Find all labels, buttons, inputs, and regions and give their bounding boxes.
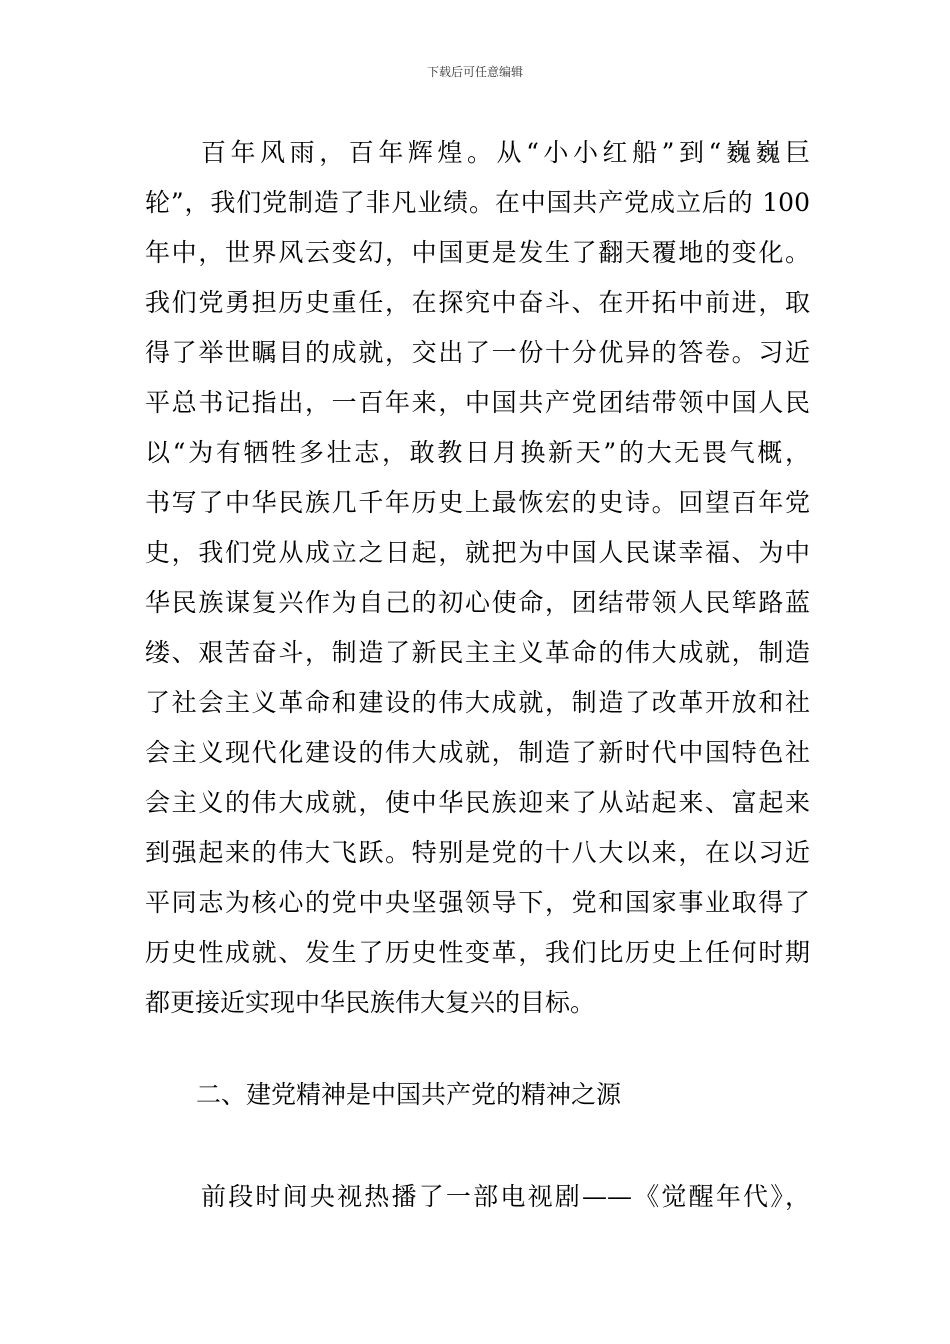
paragraph-line: 轮”，我们党制造了非凡业绩。在中国共产党成立后的 100 (145, 188, 810, 217)
header-note: 下载后可任意编辑 (426, 65, 523, 79)
paragraph-line: 百年风雨，百年辉煌。从“小小红船”到“巍巍巨 (201, 138, 810, 167)
paragraph-line: 会主义现代化建设的伟大成就，制造了新时代中国特色社 (145, 738, 810, 767)
paragraph-line: 年中，世界风云变幻，中国更是发生了翻天覆地的变化。 (145, 238, 810, 267)
paragraph-line: 我们党勇担历史重任，在探究中奋斗、在开拓中前进，取 (145, 288, 810, 317)
paragraph-line: 都更接近实现中华民族伟大复兴的目标。 (145, 988, 596, 1017)
paragraph-line: 书写了中华民族几千年历史上最恢宏的史诗。回望百年党 (145, 488, 810, 517)
paragraph-line: 平总书记指出，一百年来，中国共产党团结带领中国人民 (145, 388, 810, 417)
paragraph-line: 缕、艰苦奋斗，制造了新民主主义革命的伟大成就，制造 (145, 638, 810, 667)
paragraph-line: 以“为有牺牲多壮志，敢教日月换新天”的大无畏气概， (145, 438, 810, 467)
paragraph-1 (145, 128, 810, 1028)
paragraph-line: 前段时间央视热播了一部电视剧——《觉醒年代》， (201, 1182, 810, 1211)
section-heading: 二、建党精神是中国共产党的精神之源 (196, 1080, 622, 1109)
paragraph-line: 平同志为核心的党中央坚强领导下，党和国家事业取得了 (145, 888, 810, 917)
paragraph-line: 到强起来的伟大飞跃。特别是党的十八大以来，在以习近 (145, 838, 810, 867)
paragraph-line: 华民族谋复兴作为自己的初心使命，团结带领人民筚路蓝 (145, 588, 810, 617)
paragraph-line: 历史性成就、发生了历史性变革，我们比历史上任何时期 (145, 938, 810, 967)
paragraph-line: 得了举世瞩目的成就，交出了一份十分优异的答卷。习近 (145, 338, 810, 367)
paragraph-line: 了社会主义革命和建设的伟大成就，制造了改革开放和社 (145, 688, 810, 717)
paragraph-line: 史，我们党从成立之日起，就把为中国人民谋幸福、为中 (145, 538, 810, 567)
paragraph-line: 会主义的伟大成就，使中华民族迎来了从站起来、富起来 (145, 788, 810, 817)
paragraph-2 (145, 1172, 810, 1222)
